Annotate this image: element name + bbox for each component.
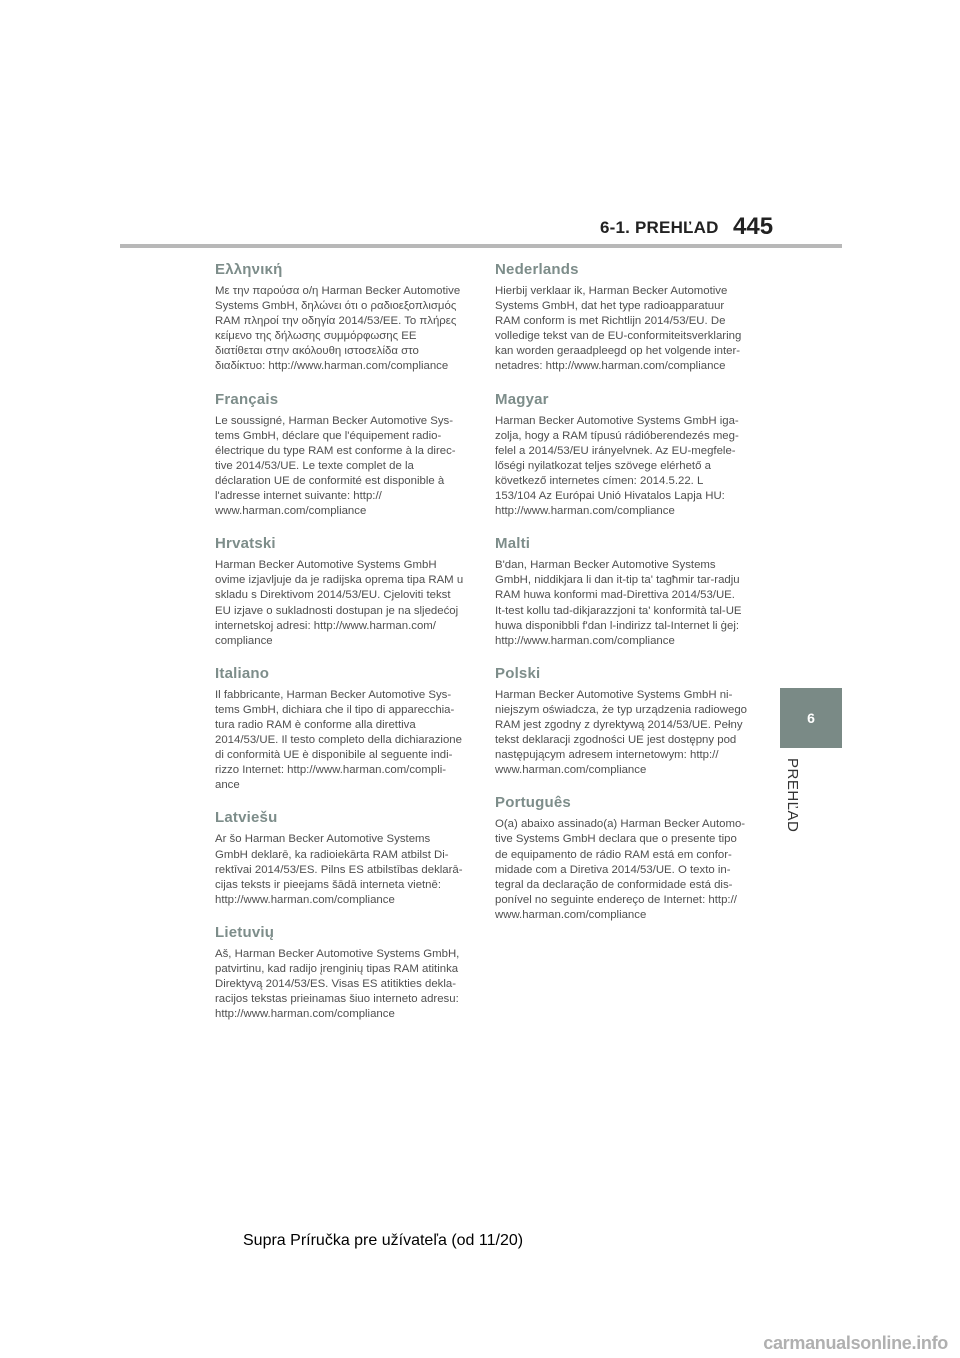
- section-heading: Latviešu: [215, 809, 278, 827]
- footer-text: Supra Príručka pre užívateľa (od 11/20): [243, 1232, 524, 1249]
- section-text: Il fabbricante, Harman Becker Automotive Sys- tems GmbH, dichiara che il tipo di apparecchia- tura radio RAM è conforme alla direttiva 2014/53/UE. Il testo completo della dichiarazione di conformità UE è disponibile al seguente indi- rizzo Internet: http://www.harman.com/compli- ance: [215, 688, 462, 792]
- language-section: [215, 665, 470, 794]
- section-heading: Hrvatski: [215, 535, 276, 553]
- language-section: [495, 794, 750, 923]
- chapter-side-label: PREHĽAD: [784, 758, 801, 833]
- section-text: Hierbij verklaar ik, Harman Becker Automotive Systems GmbH, dat het type radioapparatuur RAM conform is met Richtlijn 2014/53/EU. De volledige tekst van de EU-conformiteitsverklaring kan worden geraadpleegd op het volgende inter- netadres: http://www.harman.com/compliance: [495, 285, 742, 373]
- watermark: carmanualsonline.info: [763, 1333, 948, 1353]
- right-column: [495, 261, 750, 939]
- language-section: [495, 665, 750, 779]
- language-section: [215, 535, 470, 649]
- language-section: [495, 391, 750, 520]
- section-text: O(a) abaixo assinado(a) Harman Becker Automo- tive Systems GmbH declara que o presente tipo de equipamento de rádio RAM está em confor- midade com a Diretiva 2014/53/UE. O texto in- tegral da declaração de conformidade está dis- ponível no seguinte endereço de Internet: http:// www.harman.com/compliance: [495, 818, 746, 921]
- language-section: [215, 391, 470, 520]
- header-title: 6-1. PREHĽAD: [600, 218, 719, 237]
- section-text: B'dan, Harman Becker Automotive Systems GmbH, niddikjara li dan it-tip ta' tagħmir tar-radju RAM huwa konformi mad-Direttiva 2014/53/UE. It-test kollu tad-dikjarazzjoni ta' konformità tal-UE huwa disponibbli f'dan l-indirizz tal-Internet li ġej: http://www.harman.com/compliance: [495, 559, 742, 647]
- language-section: [215, 809, 470, 907]
- section-text: Le soussigné, Harman Becker Automotive Sys- tems GmbH, déclare que l'équipement radio- électrique du type RAM est conforme à la direc- tive 2014/53/UE. Le texte complet de la déclaration UE de conformité est disponible à l'adresse internet suivante: http:// www.harman.com/compliance: [215, 414, 456, 518]
- section-heading: Ελληνική: [215, 261, 283, 278]
- section-text: Ar šo Harman Becker Automotive Systems GmbH deklarē, ka radioiekārta RAM atbilst Di- rektīvai 2014/53/ES. Pilns ES atbilstības deklarā- cijas teksts ir pieejams šādā interneta vietnē: http://www.harman.com/compliance: [215, 833, 463, 906]
- language-section: [215, 261, 470, 375]
- section-heading: Português: [495, 794, 571, 812]
- section-heading: Nederlands: [495, 261, 579, 278]
- page-number: 445: [733, 213, 774, 240]
- language-section: [215, 924, 470, 1022]
- section-text: Aš, Harman Becker Automotive Systems GmbH, patvirtinu, kad radijo įrenginių tipas RAM atitinka Direktyvą 2014/53/ES. Visas ES atitikties dekla- racijos tekstas prieinamas šiuo interneto adresu: http://www.harman.com/compliance: [215, 947, 460, 1021]
- section-text: Harman Becker Automotive Systems GmbH ovime izjavljuje da je radijska oprema tipa RAM u skladu s Direktivom 2014/53/EU. Cjeloviti tekst EU izjave o sukladnosti dostupan je na sljedećoj internetskoj adresi: http://www.harman.com/ compliance: [215, 559, 464, 647]
- section-heading: Malti: [495, 535, 531, 553]
- language-section: [495, 261, 750, 375]
- section-heading: Polski: [495, 664, 541, 682]
- section-text: Με την παρούσα ο/η Harman Becker Automotive Systems GmbH, δηλώνει ότι ο ραδιοεξοπλισμός RAM πληροί την οδηγία 2014/53/ΕΕ. Το πλήρες κείμενο της δήλωσης συμμόρφωσης ΕΕ διατίθεται στην ακόλουθη ιστοσελίδα στο διαδίκτυο: http://www.harman.com/compliance: [215, 285, 461, 373]
- section-heading: Magyar: [495, 390, 549, 408]
- header-rule: [120, 244, 842, 248]
- chapter-tab: 6: [780, 688, 842, 748]
- language-section: [495, 535, 750, 649]
- section-text: Harman Becker Automotive Systems GmbH iga- zolja, hogy a RAM típusú rádióberendezés meg- felel a 2014/53/EU irányelvnek. Az EU-megfele- lőségi nyilatkozat teljes szövege elérhető a következő internetes címen: 2014.5.22. L 153/104 Az Európai Unió Hivatalos Lapja HU: http://www.harman.com/compliance: [495, 414, 739, 518]
- section-heading: Lietuvių: [215, 923, 275, 941]
- left-column: [215, 261, 470, 1038]
- section-heading: Français: [215, 390, 279, 408]
- section-heading: Italiano: [215, 664, 270, 682]
- section-text: Harman Becker Automotive Systems GmbH ni- niejszym oświadcza, że typ urządzenia radiowego RAM jest zgodny z dyrektywą 2014/53/UE. Pełny tekst deklaracji zgodności UE jest dostępny pod następującym adresem internetowym: http:// www.harman.com/compliance: [495, 688, 747, 777]
